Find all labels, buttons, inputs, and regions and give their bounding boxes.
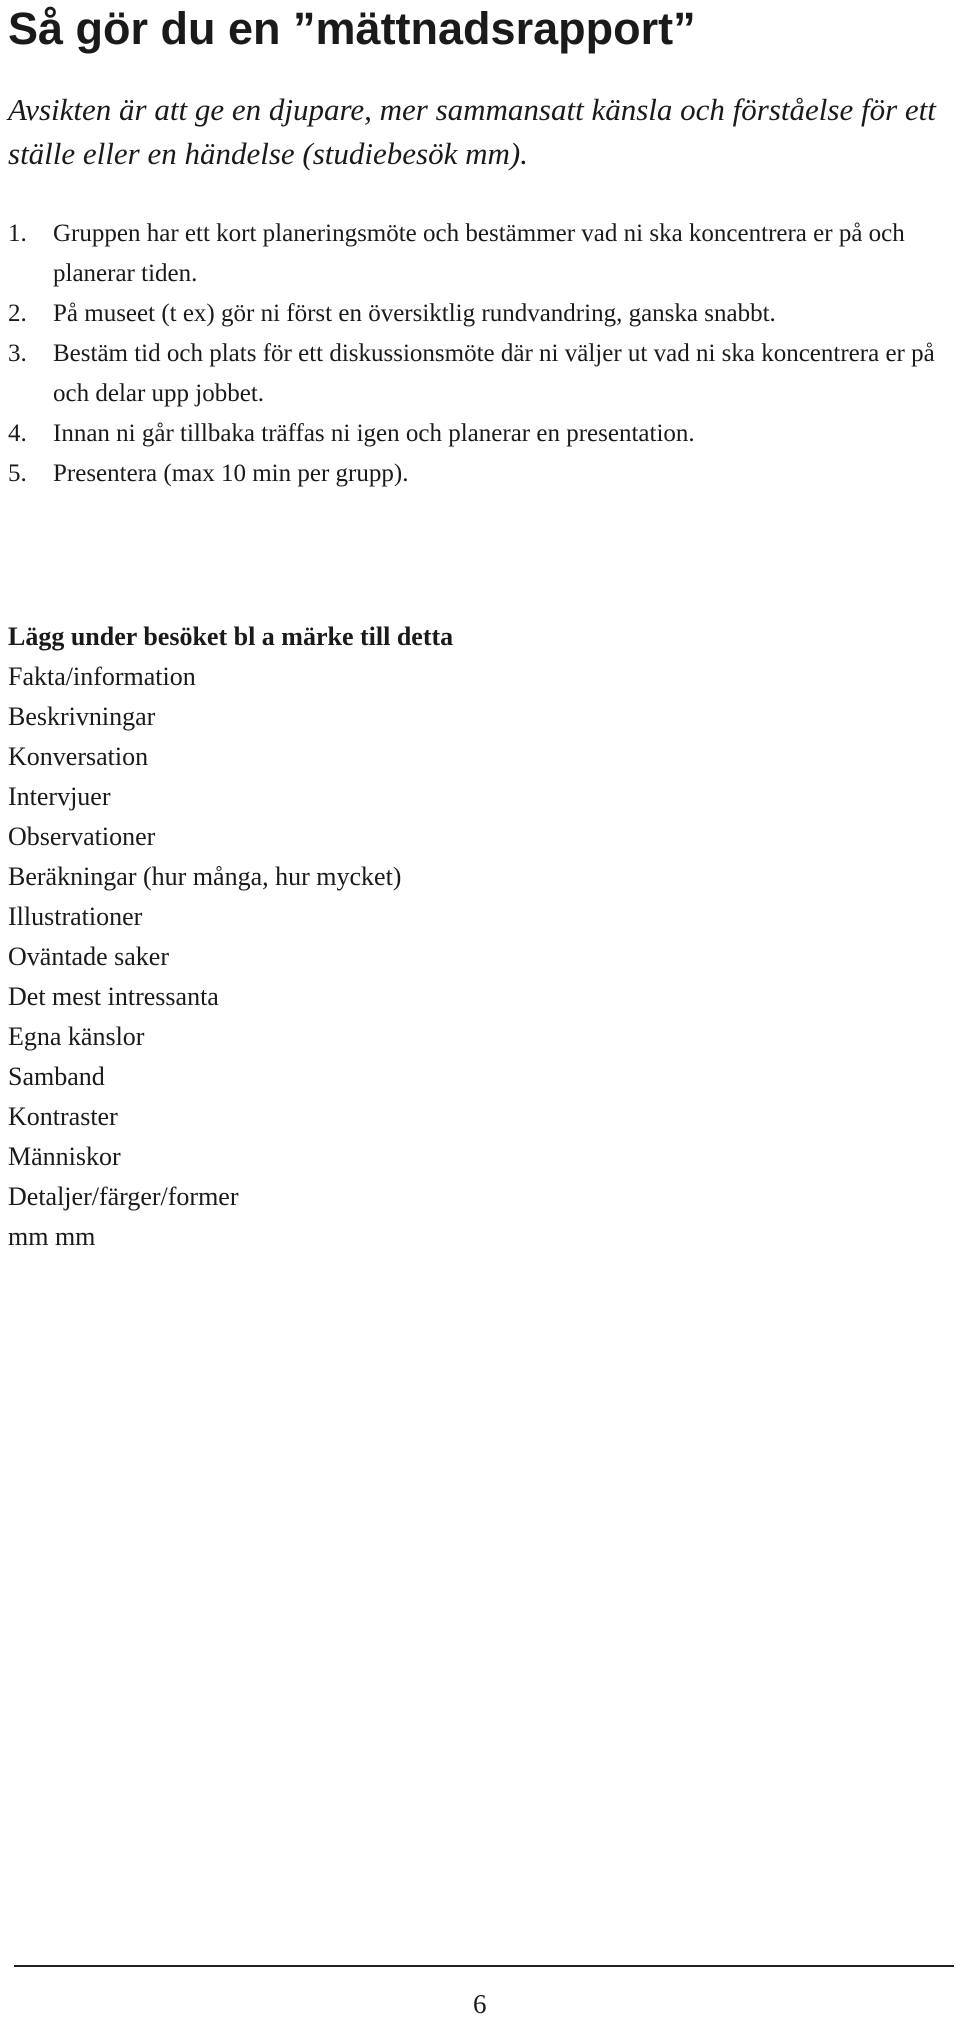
step-item (8, 294, 938, 334)
step-item (8, 334, 938, 414)
observation-item: Människor (8, 1142, 121, 1171)
page-number: 6 (473, 1989, 487, 2019)
step-number: 3. (8, 340, 27, 367)
observation-item: Illustrationer (8, 902, 143, 931)
observation-item: Intervjuer (8, 782, 111, 811)
step-text: Gruppen har ett kort planeringsmöte och bestämmer vad ni ska koncentrera er på och planerar tiden. (53, 220, 905, 287)
step-number: 5. (8, 460, 27, 487)
step-text: Bestäm tid och plats för ett diskussionsmöte där ni väljer ut vad ni ska koncentrera er på och delar upp jobbet. (53, 340, 935, 407)
steps-list (8, 214, 938, 494)
observation-item: Fakta/information (8, 662, 196, 691)
step-item (8, 454, 938, 494)
footer-divider (14, 1965, 954, 1967)
observation-item: Oväntade saker (8, 942, 169, 971)
observation-item: Konversation (8, 742, 149, 771)
step-text: Presentera (max 10 min per grupp). (53, 460, 409, 487)
observation-list (8, 617, 453, 1257)
observation-heading: Lägg under besöket bl a märke till detta (8, 622, 454, 651)
observation-item: mm mm (8, 1222, 96, 1251)
intro-paragraph: Avsikten är att ge en djupare, mer sammansatt känsla och förståelse för ett ställe eller en händelse (studiebesök mm). (8, 92, 936, 171)
step-number: 2. (8, 300, 27, 327)
observation-item: Beskrivningar (8, 702, 156, 731)
observation-item: Kontraster (8, 1102, 118, 1131)
observation-item: Det mest intressanta (8, 982, 219, 1011)
page-title: Så gör du en ”mättnadsrapport” (8, 3, 696, 54)
observation-item: Beräkningar (hur många, hur mycket) (8, 862, 402, 891)
observation-item: Egna känslor (8, 1022, 145, 1051)
step-text: På museet (t ex) gör ni först en översiktlig rundvandring, ganska snabbt. (53, 300, 776, 327)
observation-item: Detaljer/färger/former (8, 1182, 239, 1211)
step-number: 1. (8, 220, 27, 247)
step-text: Innan ni går tillbaka träffas ni igen och planerar en presentation. (53, 420, 695, 447)
step-item (8, 214, 938, 294)
observation-item: Observationer (8, 822, 156, 851)
step-number: 4. (8, 420, 27, 447)
observation-item: Samband (8, 1062, 105, 1091)
step-item (8, 414, 938, 454)
